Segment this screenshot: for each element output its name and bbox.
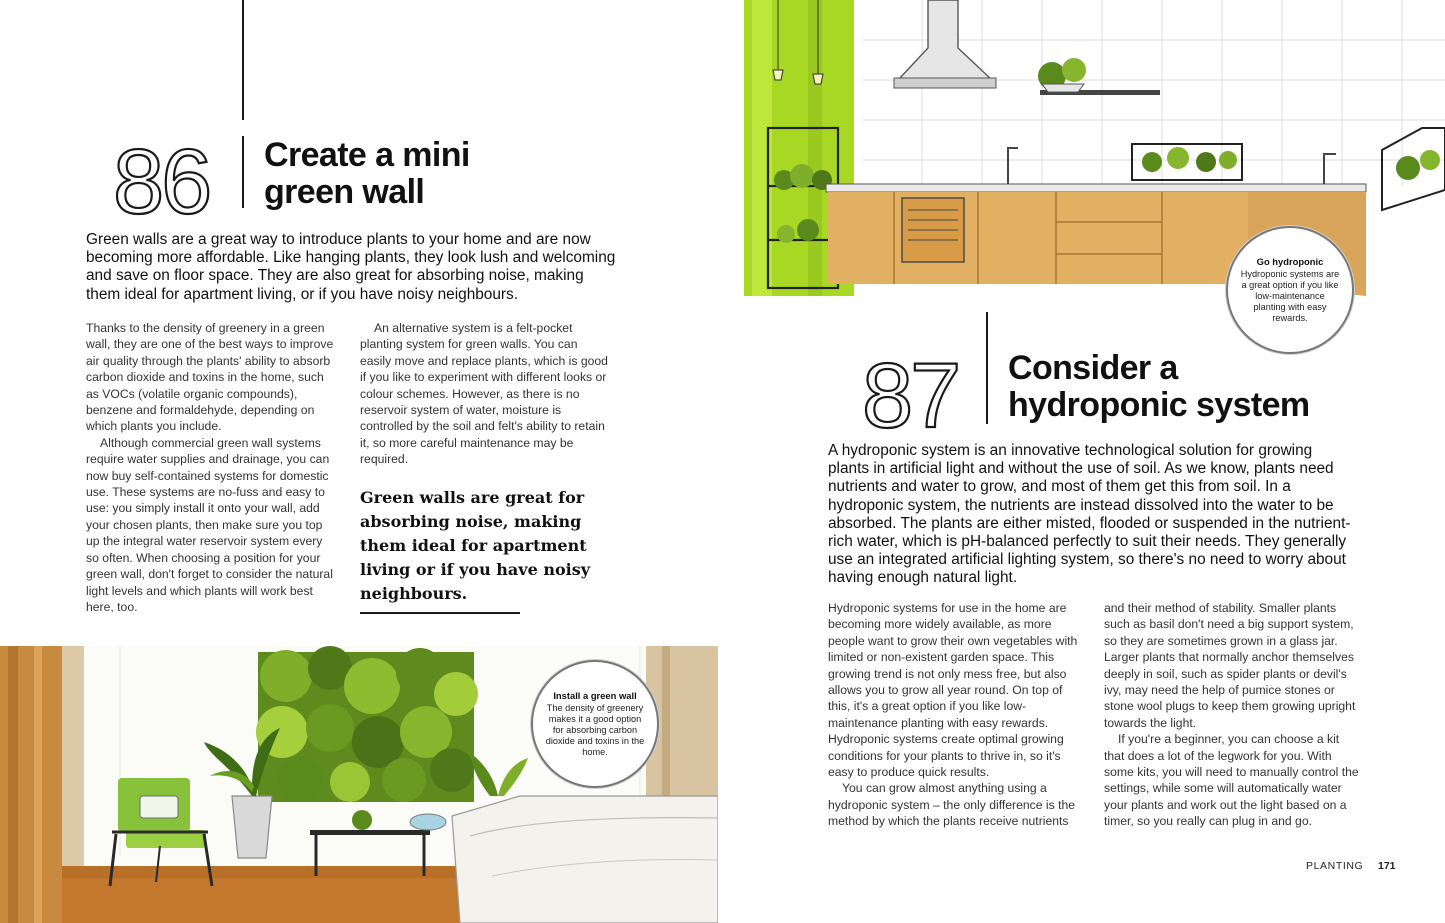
body-column-86-1 <box>86 320 338 615</box>
body-86-col1-p2: Although commercial green wall systems require water supplies and drainage, you can now buy self-contained systems for domestic use. These systems are no-fuss and easy to use: you simply install it onto your wall, add your chosen plants, then make sure you top up the integral water reservoir system every so often. When choosing a position for your green wall, don't forget to consider the natural light levels and which plants will work best here, too. <box>86 435 333 614</box>
title-86-line2: green wall <box>264 173 425 211</box>
title-87-line1: Consider a <box>1008 349 1178 387</box>
section-title-87 <box>1008 350 1310 424</box>
title-86-line1: Create a mini <box>264 136 470 174</box>
body-column-87-2 <box>1104 600 1360 830</box>
title-rule-87 <box>986 312 988 424</box>
lead-paragraph-86: Green walls are a great way to introduce plants to your home and are now becoming more affordable. Like hanging plants, they look lush and welcoming and save on floor space. They are also great for absorbing noise, making them ideal for apartment living, or if you have noisy neighbours. <box>86 231 616 303</box>
callout-hydroponic <box>1226 226 1354 354</box>
running-footer-section: PLANTING <box>1306 860 1364 872</box>
section-number-87: 87 <box>862 345 959 447</box>
pull-quote-rule <box>360 612 520 614</box>
lead-paragraph-87: A hydroponic system is an innovative technological solution for growing plants in artificial light and without the use of soil. As we know, plants need nutrients and water to grow, and most of them get this from soil. In a hydroponic system, the nutrients are instead dissolved into the water to be absorbed. The plants are either misted, flooded or suspended in the nutrient-rich water, which is pH-balanced perfectly to suit their needs. They generally use an integrated artificial lighting system, so there's no need to worry about having enough natural light. <box>828 442 1351 587</box>
white-sofa <box>452 796 718 923</box>
callout-green-wall-title: Install a green wall <box>553 690 637 701</box>
green-wall-panel <box>256 646 478 802</box>
body-87-col1-p2: You can grow almost anything using a hydroponic system – the only difference is the method by which the plants receive nutrients <box>828 781 1076 829</box>
section-number-86: 86 <box>113 131 210 233</box>
title-rule-86 <box>242 136 244 208</box>
body-86-col2-p1: An alternative system is a felt-pocket planting system for green walls. You can easily move and replace plants, which is good if you like to experiment with different looks or colour schemes. However, as there is no reservoir system of water, moisture is controlled by the soil and felt's ability to retain it, so more careful maintenance may be required. <box>360 321 608 467</box>
section-title-86 <box>264 137 470 211</box>
callout-hydroponic-body: Hydroponic systems are a great option if you like low-maintenance planting with easy rewards. <box>1240 269 1340 323</box>
body-87-col2-p1: and their method of stability. Smaller plants such as basil don't need a big support system, so they are sometimes grown in a glass jar. Larger plants that normally anchor themselves deeply in soil, such as spider plants or devil's ivy, may need the help of pumice stones or stone wool plugs to keep them growing upright towards the light. <box>1104 601 1356 730</box>
body-87-col1-p1: Hydroponic systems for use in the home are becoming more widely available, as more people want to grow their own vegetables with limited or non-existent garden space. This growing trend is not only mess free, but also allows you to grow all year round. On top of this, it's a great option if you like low-maintenance planting with easy rewards. Hydroponic systems create optimal growing conditions for your plants to thrive in, so it's easy to produce quick results. <box>828 601 1078 780</box>
callout-green-wall-body: The density of greenery makes it a good option for absorbing carbon dioxide and toxins in the home. <box>545 703 645 757</box>
body-87-col2-p2: If you're a beginner, you can choose a kit that does a lot of the legwork for you. With some kits, you will need to manually control the settings, while some will automatically water your plants and work out the light based on a timer, so you really can plug in and go. <box>1104 732 1359 829</box>
callout-green-wall <box>531 660 659 788</box>
callout-hydroponic-title: Go hydroponic <box>1256 256 1324 267</box>
page-number: 171 <box>1378 860 1396 872</box>
title-87-line2: hydroponic system <box>1008 386 1310 424</box>
pull-quote: Green walls are great for absorbing noise, making them ideal for apartment living or if you have noisy neighbours. <box>360 488 591 603</box>
body-86-col1-p1: Thanks to the density of greenery in a green wall, they are one of the best ways to improve air quality through the plants' ability to absorb carbon dioxide and toxins in the home, such as VOCs (volatile organic compounds), benzene and formaldehyde, depending on which plants you include. <box>86 321 334 434</box>
body-column-86-2 <box>360 320 610 468</box>
body-column-87-1 <box>828 600 1084 830</box>
title-rule-86-top <box>242 0 244 120</box>
